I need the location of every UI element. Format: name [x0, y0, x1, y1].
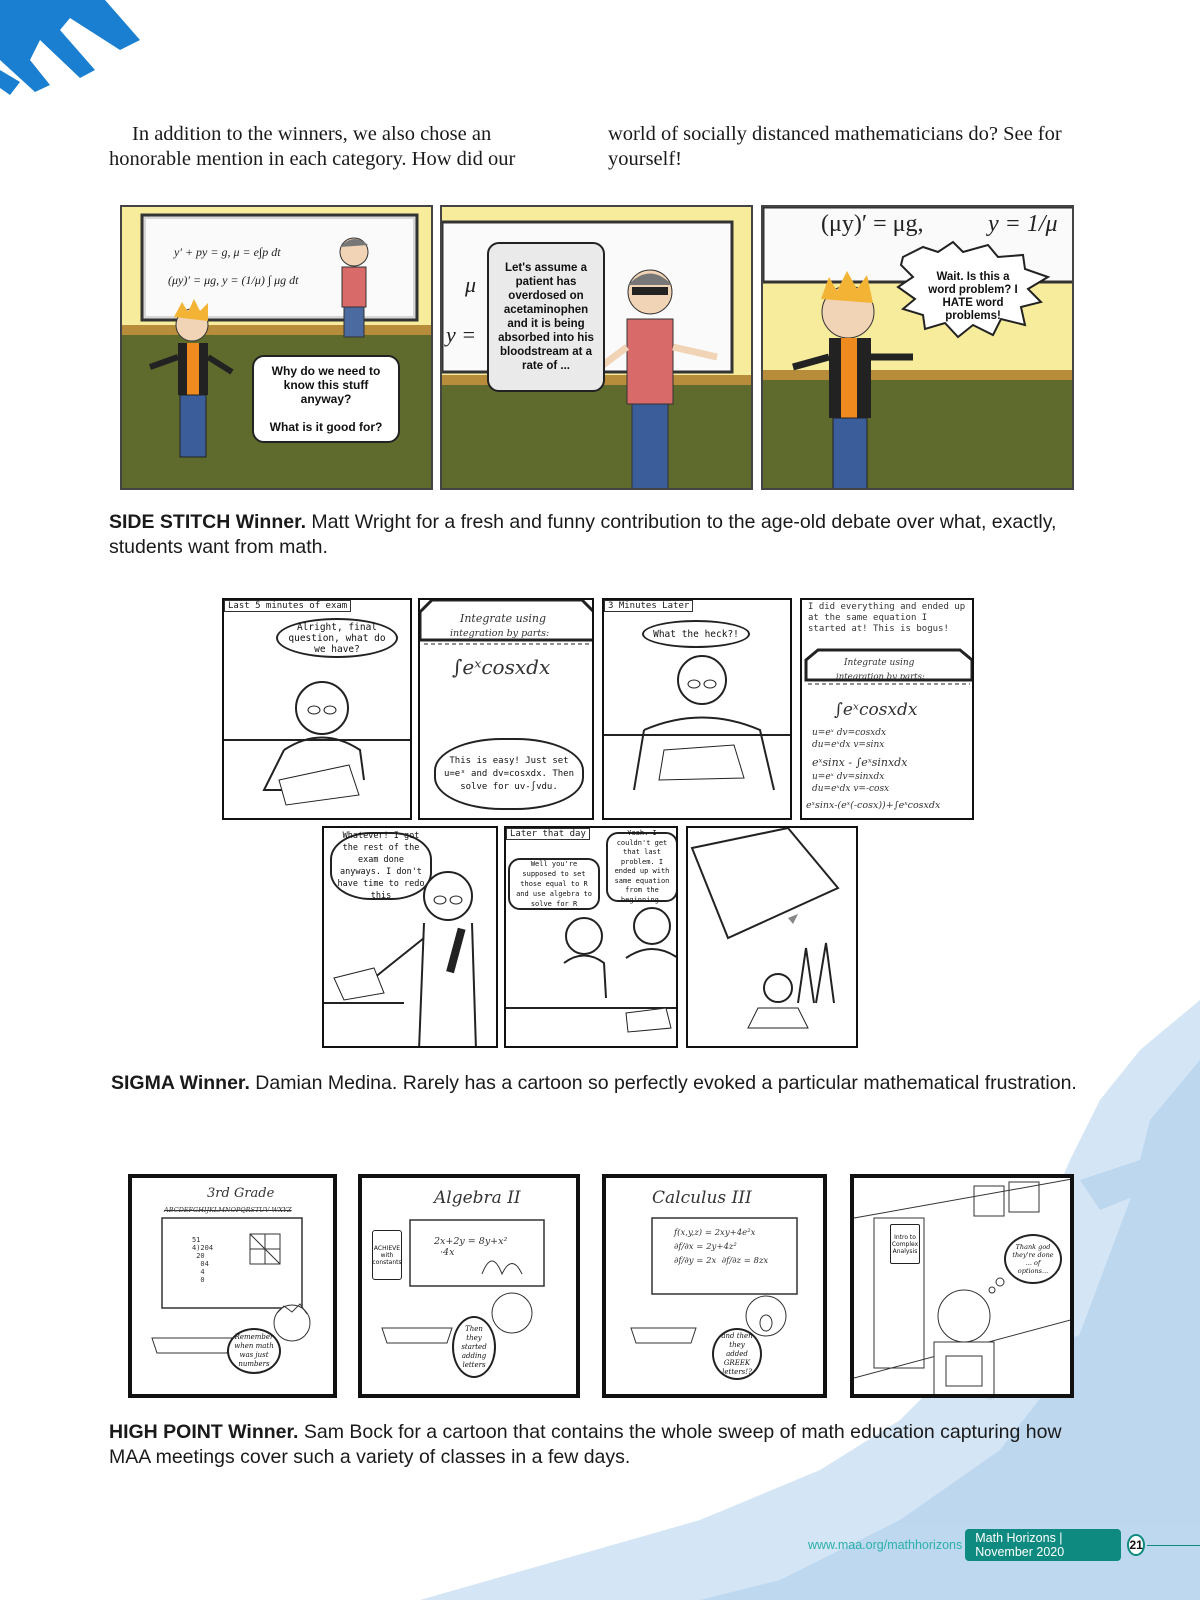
comic2-p4-text: I did everything and ended up at the same equation I started at! This is bogus!	[808, 602, 966, 634]
comic2-panel4	[800, 598, 974, 820]
comic1-mu: μ	[465, 272, 477, 297]
comic3-title3: Calculus III	[652, 1188, 752, 1208]
comic1-eq2: (μy)′ = μg, y = (1/μ) ∫ μg dt	[168, 273, 299, 287]
intro-col2: world of socially distanced mathematicians do? See for yourself!	[608, 123, 1062, 170]
comic1-bubble3: Wait. Is this a word problem? I HATE word problems!	[928, 271, 1018, 322]
hallway-door-sketch	[854, 1178, 1074, 1398]
paper-flying-sketch	[688, 828, 858, 1048]
comic2-thought5: Whatever! I got the rest of the exam done anyways. I don't have time to redo this	[330, 832, 432, 900]
student-at-desk-sketch	[224, 600, 412, 820]
comic1-panel1	[120, 205, 433, 490]
comic3-title1: 3rd Grade	[207, 1186, 275, 1201]
comic3-eq3: f(x,y,z) = 2xy+4e²x ∂f/∂x = 2y+4z² ∂f/∂y = 2x ∂f/∂z = 8zx	[674, 1228, 769, 1266]
caption-high-point	[109, 1420, 1079, 1469]
comic2-thought1: Alright, final question, what do we have?	[276, 618, 398, 658]
comic3-alpha: ABCDEFGHIJKLMNOPQRSTUV WXYZ	[164, 1206, 292, 1214]
caption2-text: Damian Medina. Rarely has a cartoon so perfectly evoked a particular mathematical frustration.	[249, 1072, 1077, 1094]
comic3-panel2	[358, 1174, 580, 1398]
comic2-panel7	[686, 826, 858, 1048]
comic1-eq4: y = 1/μ	[988, 211, 1058, 237]
intro-text	[109, 122, 1069, 172]
caption2-bold: SIGMA Winner.	[111, 1072, 250, 1094]
comic3-title2: Algebra II	[434, 1188, 521, 1208]
comic1-panel3	[761, 205, 1074, 490]
comic1-eq3: (μy)′ = μg,	[821, 211, 924, 237]
comic2-p4-board1: Integrate using	[844, 658, 915, 668]
comic2-p4-work5: du=eˣdx v=-cosx	[812, 784, 890, 794]
caption3-bold: HIGH POINT Winner.	[109, 1421, 299, 1443]
comic3-panel1	[128, 1174, 337, 1398]
comic3-sign4: Intro to Complex Analysis	[890, 1224, 920, 1264]
comic1-y: y =	[446, 322, 477, 347]
comic3-bubble3: and then they added GREEK letters!?	[712, 1328, 762, 1380]
caption-sigma	[111, 1071, 1081, 1096]
comic2-integral: ∫eˣcosxdx	[452, 655, 551, 679]
comic3-panel3	[602, 1174, 827, 1398]
footer-magazine: Math Horizons | November 2020	[965, 1529, 1121, 1561]
student-illustration	[763, 207, 1074, 490]
comic2-panel5	[322, 826, 498, 1048]
comic2-p4-work2: du=eˣdx v=sinx	[812, 740, 885, 750]
comic2-p4-work3: eˣsinx - ∫eˣsinxdx	[812, 756, 908, 769]
caption1-bold: SIDE STITCH Winner.	[109, 511, 307, 533]
comic3-thought4: Thank god they're done ... of options...	[1004, 1234, 1062, 1284]
comic2-thought2: This is easy! Just set u=eˣ and dv=cosxdx. Then solve for uv-∫vdu.	[434, 738, 584, 810]
comic2-tag1: Last 5 minutes of exam	[224, 600, 351, 612]
comic2-board1: Integrate using	[460, 612, 547, 625]
comic3-bubble1: Remember when math was just numbers	[227, 1328, 281, 1374]
comic1-bubble1: Why do we need to know this stuff anyway? What is it good for?	[252, 355, 400, 443]
caption-side-stitch	[109, 510, 1079, 559]
comic2-thought6: Yeah. I couldn't get that last problem. I ended up with same equation from the beginning.	[606, 832, 678, 902]
caption3-text: Sam Bock for a cartoon that contains the whole sweep of math education capturing how MAA meetings cover such a variety of classes in a few days.	[109, 1421, 1062, 1468]
frustrated-student-sketch	[604, 600, 792, 820]
comic3-math1: 51 4)204 20 04 4 0	[192, 1236, 214, 1284]
comic2-board2: integration by parts:	[450, 628, 550, 639]
comic2-panel2	[418, 598, 594, 820]
comic3-side2: ACHIEVE with constants	[372, 1230, 402, 1280]
comic2-panel3	[602, 598, 792, 820]
comic1-eq1: y′ + py = g, μ = e∫p dt	[174, 245, 281, 259]
footer-line	[1147, 1545, 1200, 1546]
comic2-p4-work1: u=eˣ dv=cosxdx	[812, 728, 887, 738]
comic2-tag6: Later that day	[506, 828, 590, 840]
page-number: 21	[1127, 1534, 1145, 1556]
comic2-speech6: Well you're supposed to set those equal to R and use algebra to solve for R	[508, 858, 600, 910]
two-students-sketch	[506, 828, 678, 1048]
comic3-eq2: 2x+2y = 8y+x² ·4x	[434, 1236, 508, 1258]
page-footer	[808, 1529, 1200, 1561]
comic2-p4-integral: ∫eˣcosxdx	[834, 700, 918, 720]
comic2-p4-work4: u=eˣ dv=sinxdx	[812, 772, 885, 782]
comic2-tag3: 3 Minutes Later	[604, 600, 693, 612]
comic1-panel2	[440, 205, 753, 490]
comic2-p4-board2: integration by parts:	[836, 672, 925, 682]
comic2-thought3: What the heck?!	[642, 620, 750, 648]
footer-url[interactable]: www.maa.org/mathhorizons	[808, 1538, 963, 1552]
comic3-bubble2: Then they started adding letters	[452, 1316, 496, 1378]
intro-col1: In addition to the winners, we also chose an honorable mention in each category. How did our	[109, 123, 516, 170]
comic3-panel4	[850, 1174, 1074, 1398]
comic2-panel1	[222, 598, 412, 820]
comic2-panel6	[504, 826, 678, 1048]
comic2-p4-work6: eˣsinx-(eˣ(-cosx))+∫eˣcosxdx	[806, 800, 941, 811]
comic1-bubble2: Let's assume a patient has overdosed on acetaminophen and it is being absorbed into his bloodstream at a rate of ...	[487, 242, 605, 392]
student-leaving-sketch	[324, 828, 498, 1048]
caption1-text: Matt Wright for a fresh and funny contribution to the age-old debate over what, exactly, students want from math.	[109, 511, 1057, 558]
